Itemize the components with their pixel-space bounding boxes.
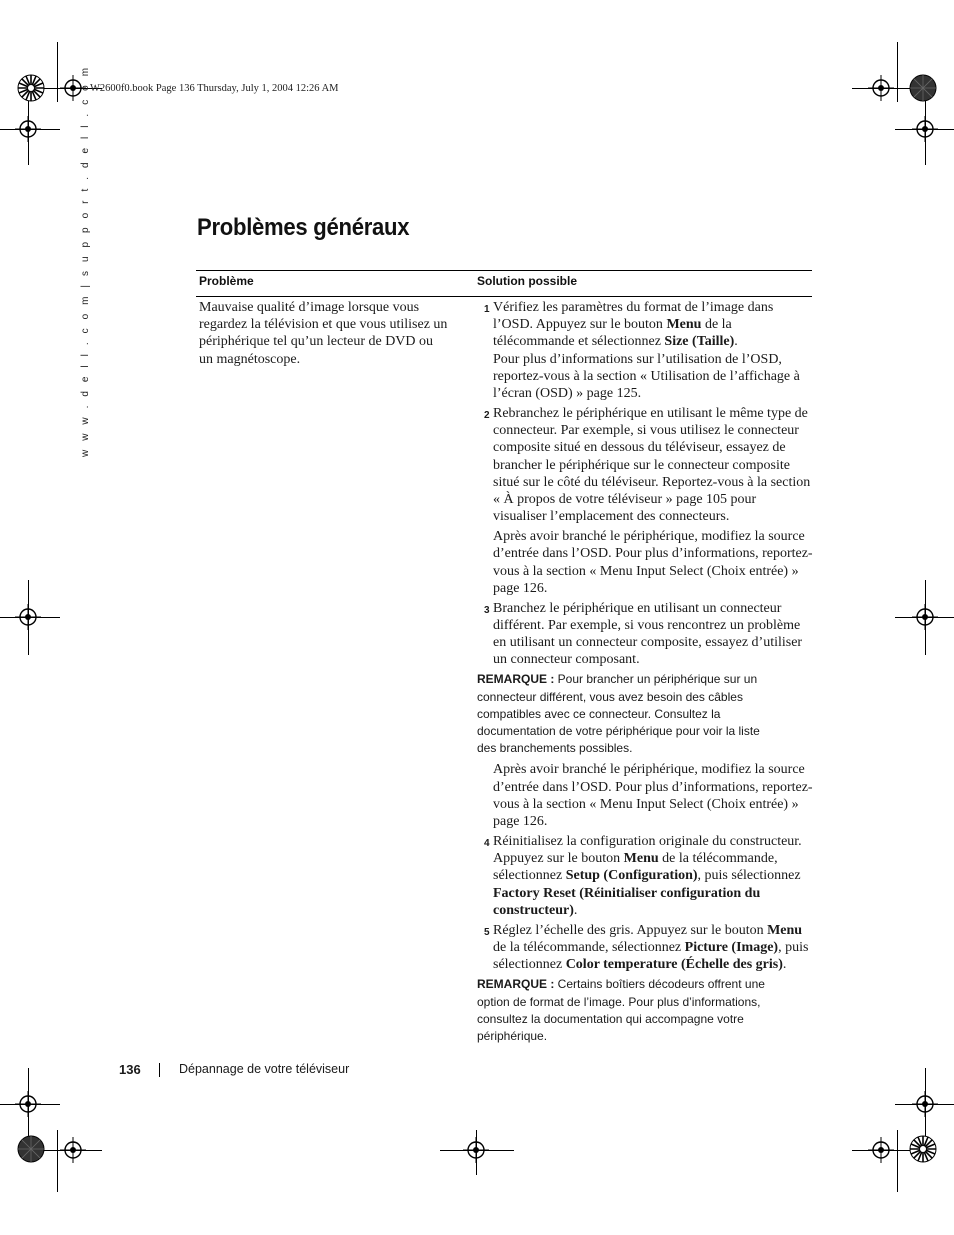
menu-button-ref: Menu [666,317,702,333]
footer-section-title: Dépannage de votre téléviseur [179,1062,350,1076]
factory-reset-option-ref: Factory Reset (Réinitialiser configuration du constructeur) [493,885,761,918]
table-top-rule [196,270,812,271]
solution-step-3: 3 Branchez le périphérique en utilisant un connecteur différent. Par exemple, si vous rencontrez un problème en utilisant un connecteur composite, essayez d’utiliser un connecteur composant. [484,600,803,668]
solution-cell [477,299,813,1049]
registration-target-icon [60,1137,86,1163]
picture-option-ref: Picture (Image) [684,940,779,956]
step-2-after: Après avoir branché le périphérique, modifiez la source d’entrée dans l’OSD. Pour plus d’informations, reportez-vous à la section « Menu Input Select (Choix entrée) » page 126. [493,529,813,596]
registration-target-icon [912,116,938,142]
registration-target-icon [15,1091,41,1117]
solution-step-5: 5 Réglez l’échelle des gris. Appuyez sur le bouton Menu de la télécommande, sélectionnez Picture (Image), puis sélectionnez Color temperature (Échelle des gris). [484,922,809,973]
after-note-paragraph: Après avoir branché le périphérique, modifiez la source d’entrée dans l’OSD. Pour plus d’informations, reportez-vous à la section « Menu Input Select (Choix entrée) » page 126. [493,762,813,830]
dark-disc-icon [909,74,937,102]
footer-divider [159,1063,160,1077]
starburst-disc-icon [909,1135,937,1163]
page-number: 136 [119,1062,141,1077]
step-number: 3 [484,604,490,616]
starburst-disc-icon [17,74,45,102]
menu-button-ref: Menu [623,851,659,867]
step-number: 5 [484,926,490,938]
note-label: REMARQUE : [477,977,555,992]
table-header-rule [196,296,812,297]
side-url: w w w . d e l l . c o m | s u p p o r t . d e l l . c o m [80,64,91,457]
registration-target-icon [463,1137,489,1163]
column-header-solution: Solution possible [477,274,578,288]
registration-target-icon [912,604,938,630]
page-title: Problèmes généraux [197,214,410,241]
registration-target-icon [15,604,41,630]
color-temperature-option-ref: Color temperature (Échelle des gris) [565,957,783,973]
column-header-problem: Problème [199,274,254,288]
step-number: 4 [484,838,490,850]
menu-button-ref: Menu [767,922,803,938]
registration-target-icon [868,1137,894,1163]
book-header-stamp: W2600f0.book Page 136 Thursday, July 1, 2004 12:26 AM [90,83,339,94]
step-1-more-info: Pour plus d’informations sur l’utilisation de l’OSD, reportez-vous à la section « Utilisation de l’affichage à l’écran (OSD) » page 125. [493,351,800,402]
dark-disc-icon [17,1135,45,1163]
solution-step-4: 4 Réinitialisez la configuration originale du constructeur. Appuyez sur le bouton Menu de la télécommande, sélectionnez Setup (Configuration), puis sélectionnez Factory Reset (Réinitialiser configuration du constructeur). [484,834,802,918]
registration-target-icon [15,116,41,142]
problem-cell: Mauvaise qualité d’image lorsque vous regardez la télévision et que vous utilisez un périphérique tel qu’un lecteur de DVD ou un magnétoscope. [199,300,448,367]
solution-step-2: 2 Rebranchez le périphérique en utilisant le même type de connecteur. Par exemple, si vous utilisez le connecteur composite situé en dessous du téléviseur, essayez de brancher le périphérique sur le connecteur composite situé sur le côté du téléviseur. Reportez-vous à la section « À propos de votre téléviseur » page 105 pour visualiser l’emplacement des connecteurs. [484,406,811,525]
solution-step-1: 1 Vérifiez les paramètres du format de l’image dans l’OSD. Appuyez sur le bouton Menu de la télécommande et sélectionnez Size (Taille). Pour plus d’informations sur l’utilisation de l’OSD, reportez-vous à la section « Utilisation de l’affichage à l’écran (OSD) » page 125. [477,299,813,402]
note-2: REMARQUE : Certains boîtiers décodeurs offrent une option de format de l’image. Pour plus d’informations, consultez la documentation qui accompagne votre périphérique. [477,977,765,1043]
size-option-ref: Size (Taille) [664,334,735,350]
registration-target-icon [912,1091,938,1117]
note-label: REMARQUE : [477,672,555,687]
note-1: REMARQUE : Pour brancher un périphérique sur un connecteur différent, vous avez besoin des câbles compatibles avec ce connecteur. Consultez la documentation de votre périphérique pour voir la liste des branchements possibles. [477,672,760,756]
setup-option-ref: Setup (Configuration) [565,868,698,884]
step-number: 2 [484,410,490,422]
step-number: 1 [484,304,490,315]
registration-target-icon [868,75,894,101]
